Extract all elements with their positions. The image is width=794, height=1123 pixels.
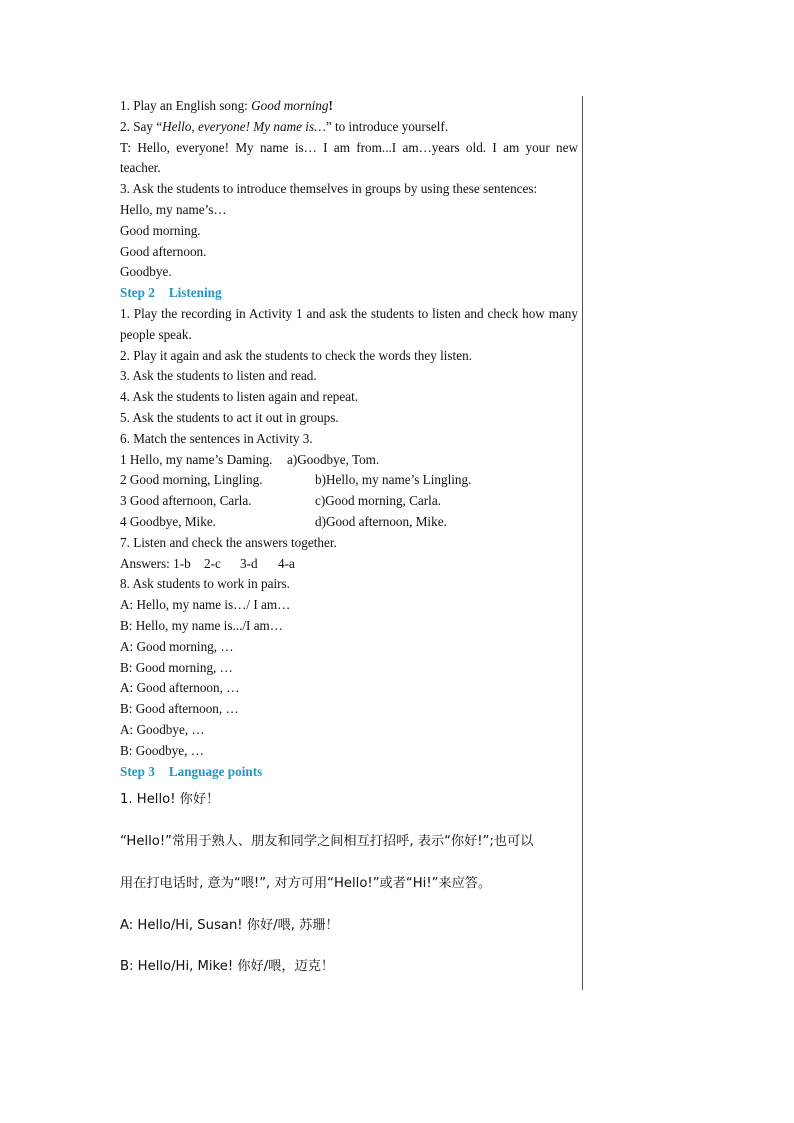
match-right: d)Good afternoon, Mike. [315, 513, 447, 529]
intro-line-3: T: Hello, everyone! My name is… I am from...I am…years old. I am your new teacher. [120, 139, 578, 176]
step2-item-5: 5. Ask the students to act it out in groups. [120, 409, 339, 425]
step2-item-1: 1. Play the recording in Activity 1 and ask the students to listen and check how many people speak. [120, 305, 578, 342]
language-point-example-a: A: Hello/Hi, Susan! 你好/喂, 苏珊！ [120, 917, 339, 933]
language-point-example-b: B: Hello/Hi, Mike! 你好/喂，迈克！ [120, 959, 335, 975]
dialogue-line: B: Good afternoon, … [120, 701, 239, 717]
intro-line-1: 1. Play an English song: Good morning! [120, 98, 333, 113]
step2-item-6: 6. Match the sentences in Activity 3. [120, 430, 313, 446]
match-left: 3 Good afternoon, Carla. [120, 493, 252, 509]
match-right: b)Hello, my name’s Lingling. [315, 472, 472, 488]
step2-item-2: 2. Play it again and ask the students to check the words they listen. [120, 347, 472, 363]
step2-item-8: 8. Ask students to work in pairs. [120, 576, 290, 592]
answer-4: 4-a [278, 555, 295, 571]
intro-line-7: Good afternoon. [120, 243, 207, 259]
match-left: 2 Good morning, Lingling. [120, 472, 263, 488]
dialogue-line: B: Hello, my name is.../I am… [120, 617, 283, 633]
match-row-2 [120, 470, 578, 491]
match-row-4 [120, 512, 578, 533]
match-left: 1 Hello, my name’s Daming. [120, 451, 273, 467]
match-row-1 [120, 450, 578, 471]
match-left: 4 Goodbye, Mike. [120, 513, 216, 529]
language-point-explanation-2: 用在打电话时, 意为“喂!”, 对方可用“Hello!”或者“Hi!”来应答。 [120, 875, 492, 891]
dialogue-line: B: Goodbye, … [120, 742, 204, 758]
match-right: c)Good morning, Carla. [315, 493, 441, 509]
dialogue-line: A: Good morning, … [120, 638, 234, 654]
answers-line [120, 554, 578, 575]
language-point-explanation-1: “Hello!”常用于熟人、朋友和同学之间相互打招呼, 表示“你好!”;也可以 [120, 834, 534, 850]
table-right-border [582, 96, 583, 990]
dialogue-line: A: Goodbye, … [120, 721, 205, 737]
intro-line-5: Hello, my name’s… [120, 201, 227, 217]
language-point-1: 1. Hello! 你好！ [120, 792, 220, 808]
intro-line-6: Good morning. [120, 222, 201, 238]
step2-heading: Step 2 Listening [120, 285, 222, 301]
intro-line-8: Goodbye. [120, 264, 172, 280]
intro-line-2: 2. Say “Hello, everyone! My name is…” to introduce yourself. [120, 118, 449, 134]
answers-label: Answers: 1-b [120, 555, 191, 571]
step2-item-7: 7. Listen and check the answers together. [120, 534, 337, 550]
answer-3: 3-d [240, 555, 258, 571]
step2-item-3: 3. Ask the students to listen and read. [120, 368, 317, 384]
answer-2: 2-c [204, 555, 221, 571]
step2-item-4: 4. Ask the students to listen again and repeat. [120, 389, 359, 405]
lesson-content [120, 96, 578, 978]
step3-heading: Step 3 Language points [120, 763, 263, 779]
dialogue-line: A: Hello, my name is…/ I am… [120, 597, 291, 613]
match-row-3 [120, 491, 578, 512]
dialogue-line: A: Good afternoon, … [120, 680, 240, 696]
match-right: a)Goodbye, Tom. [287, 451, 380, 467]
intro-line-4: 3. Ask the students to introduce themselves in groups by using these sentences: [120, 181, 538, 197]
dialogue-line: B: Good morning, … [120, 659, 233, 675]
